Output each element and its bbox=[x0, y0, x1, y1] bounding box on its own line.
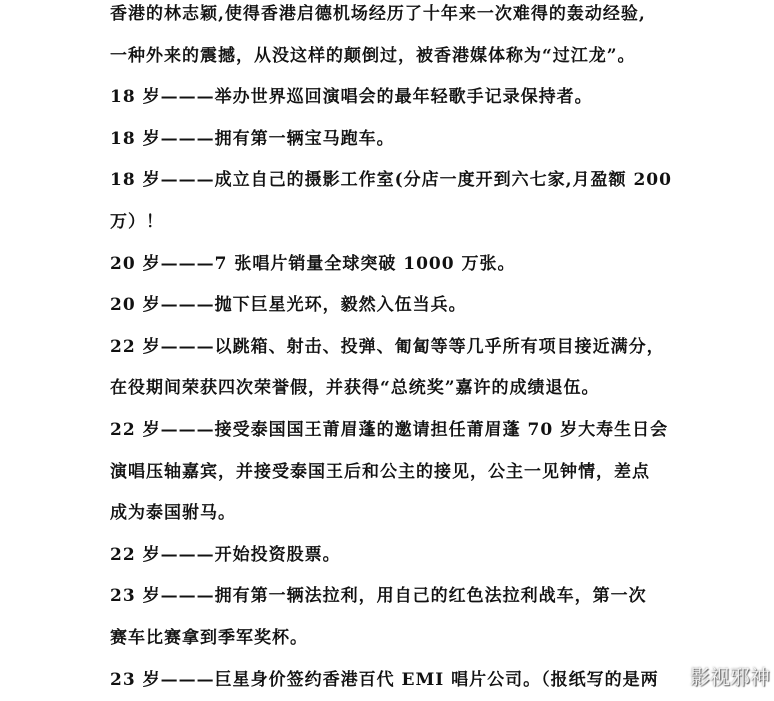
text-line: 18 岁———成立自己的摄影工作室(分店一度开到六七家,月盈额 200 bbox=[110, 160, 680, 202]
document-body bbox=[110, 0, 680, 701]
text-line: 成为泰国驸马。 bbox=[110, 493, 680, 535]
text-line: 在役期间荣获四次荣誉假，并获得“总统奖”嘉许的成绩退伍。 bbox=[110, 368, 680, 410]
text-line: 赛车比赛拿到季军奖杯。 bbox=[110, 618, 680, 660]
text-line: 22 岁———以跳箱、射击、投弹、匍匐等等几乎所有项目接近满分， bbox=[110, 327, 680, 369]
text-line: 20 岁———7 张唱片销量全球突破 1000 万张。 bbox=[110, 244, 680, 286]
text-line: 一种外来的震撼，从没这样的颠倒过，被香港媒体称为“过江龙”。 bbox=[110, 36, 680, 78]
text-line: 演唱压轴嘉宾，并接受泰国王后和公主的接见，公主一见钟情，差点 bbox=[110, 452, 680, 494]
text-line: 万）！ bbox=[110, 202, 680, 244]
text-line: 22 岁———接受泰国国王莆眉蓬的邀请担任莆眉蓬 70 岁大寿生日会 bbox=[110, 410, 680, 452]
text-line: 23 岁———巨星身价签约香港百代 EMI 唱片公司。（报纸写的是两 bbox=[110, 660, 680, 701]
text-line: 香港的林志颖,使得香港启德机场经历了十年来一次难得的轰动经验, bbox=[110, 0, 680, 36]
text-line: 18 岁———举办世界巡回演唱会的最年轻歌手记录保持者。 bbox=[110, 77, 680, 119]
text-line: 23 岁———拥有第一辆法拉利，用自己的红色法拉利战车，第一次 bbox=[110, 576, 680, 618]
watermark: 影视邪神 bbox=[690, 661, 770, 690]
text-line: 18 岁———拥有第一辆宝马跑车。 bbox=[110, 119, 680, 161]
text-line: 22 岁———开始投资股票。 bbox=[110, 535, 680, 577]
text-line: 20 岁———抛下巨星光环，毅然入伍当兵。 bbox=[110, 285, 680, 327]
